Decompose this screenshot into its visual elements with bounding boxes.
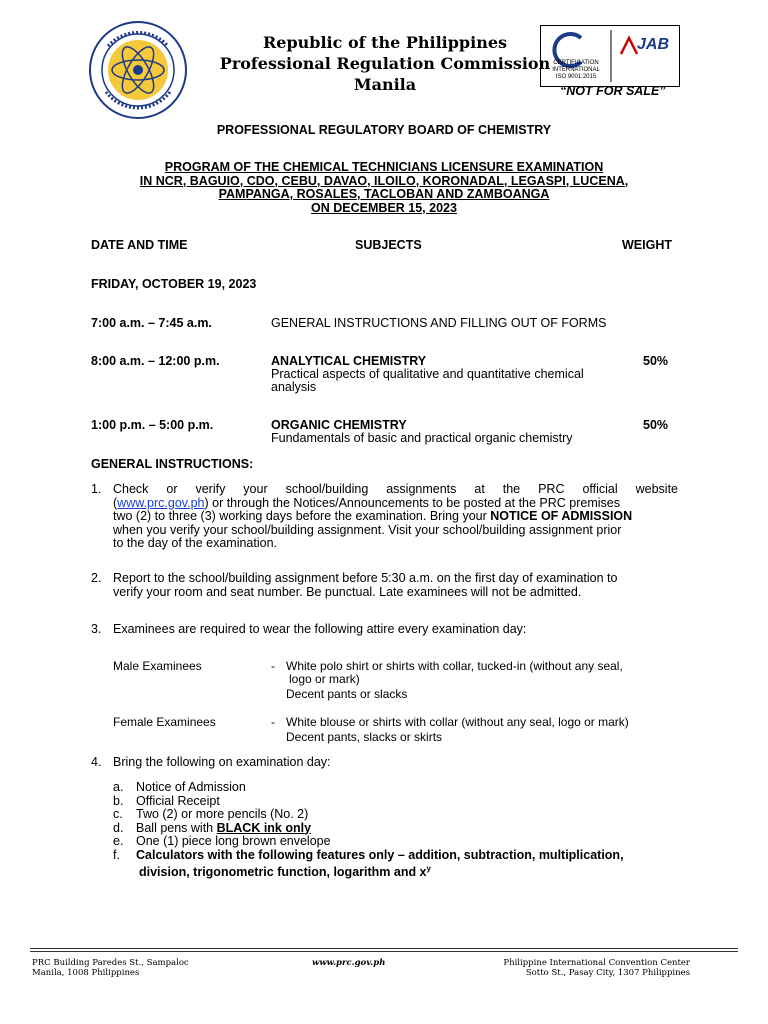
list-text: Calculators with the following features only – addition, subtraction, multiplication,: [136, 847, 624, 862]
footer-address-left: [32, 958, 189, 978]
instruction-1-line: when you verify your school/building assignment. Visit your school/building assignment prior: [113, 522, 622, 537]
not-for-sale-label: “NOT FOR SALE”: [560, 84, 666, 98]
list-letter: c.: [113, 807, 123, 821]
instruction-3: Examinees are required to wear the following attire every examination day:: [113, 622, 527, 636]
list-item: [113, 835, 683, 849]
header-manila: Manila: [353, 75, 417, 94]
footer-address-right: [448, 958, 690, 978]
male-attire-line: White polo shirt or shirts with collar, tucked-in (without any seal,: [286, 659, 623, 673]
instruction-1-text: two (2) to three (3) working days before the examination. Bring your: [113, 509, 491, 523]
footer-right-line: Philippine International Convention Center: [503, 958, 690, 968]
instruction-number: 3.: [91, 622, 102, 636]
instruction-1-line: (www.prc.gov.ph) or through the Notices/Announcements to be posted at the PRC premises: [113, 495, 620, 510]
bring-items-list: [113, 781, 683, 880]
footer-divider: [30, 951, 738, 952]
list-letter: f.: [113, 847, 120, 862]
superscript-y: y: [426, 864, 431, 873]
schedule-description: Practical aspects of qualitative and quantitative chemical: [271, 367, 584, 381]
schedule-weight: 50%: [643, 418, 669, 432]
male-attire-line: logo or mark): [289, 672, 360, 686]
program-line-3: PAMPANGA, ROSALES, TACLOBAN AND ZAMBOANGA: [218, 187, 550, 201]
instruction-1-line: to the day of the examination.: [113, 536, 277, 550]
schedule-time: 1:00 p.m. – 5:00 p.m.: [91, 418, 214, 432]
exam-day: FRIDAY, OCTOBER 19, 2023: [91, 277, 257, 291]
schedule-subject: GENERAL INSTRUCTIONS AND FILLING OUT OF FORMS: [271, 316, 607, 330]
cert-label-1: CERTIFICATION: [553, 60, 599, 66]
footer-website[interactable]: www.prc.gov.ph: [312, 958, 386, 968]
list-text: Official Receipt: [136, 793, 220, 808]
list-letter: e.: [113, 834, 124, 848]
list-text: Notice of Admission: [136, 780, 246, 794]
list-letter: a.: [113, 780, 124, 794]
header-republic: Republic of the Philippines: [262, 33, 508, 52]
bullet-dash: -: [271, 715, 275, 729]
footer-left-line: PRC Building Paredes St., Sampaloc: [32, 958, 189, 968]
notice-of-admission-emphasis: NOTICE OF ADMISSION: [490, 509, 633, 523]
col-header-weight: WEIGHT: [622, 238, 672, 252]
instruction-4: Bring the following on examination day:: [113, 755, 331, 769]
footer-left-line: Manila, 1008 Philippines: [32, 968, 140, 978]
cert-iso: ISO 9001:2015: [555, 74, 597, 80]
instruction-1-line: Check or verify your school/building assignments at the PRC official website: [113, 482, 678, 496]
list-item: [113, 862, 683, 880]
instruction-2-line: verify your room and seat number. Be punctual. Late examinees will not be admitted.: [113, 584, 582, 599]
schedule-subject: ORGANIC CHEMISTRY: [271, 418, 407, 432]
general-instructions-heading: GENERAL INSTRUCTIONS:: [91, 457, 254, 471]
female-attire-line: White blouse or shirts with collar (without any seal, logo or mark): [286, 715, 629, 729]
list-item: [113, 822, 683, 836]
instruction-number: 4.: [91, 755, 102, 769]
schedule-description: analysis: [271, 380, 317, 394]
schedule-weight: 50%: [643, 354, 669, 368]
instruction-2: [113, 572, 678, 599]
instruction-1-text: ) or through the Notices/Announcements to be posted at the PRC premises: [204, 495, 620, 510]
agency-header: [190, 32, 580, 95]
male-examinees-label: Male Examinees: [113, 659, 202, 673]
schedule-subject: ANALYTICAL CHEMISTRY: [271, 354, 427, 368]
schedule-time: 8:00 a.m. – 12:00 p.m.: [91, 354, 220, 368]
prc-website-link[interactable]: www.prc.gov.ph: [117, 495, 205, 510]
female-attire-line: Decent pants, slacks or skirts: [286, 730, 443, 744]
jab-logo-text: JAB: [637, 36, 670, 53]
list-letter: d.: [113, 820, 124, 835]
col-header-date-time: DATE AND TIME: [91, 238, 188, 252]
list-text: Ball pens with: [136, 820, 217, 835]
schedule-description: Fundamentals of basic and practical organic chemistry: [271, 431, 573, 445]
col-header-subjects: SUBJECTS: [355, 238, 422, 252]
list-text: Two (2) or more pencils (No. 2): [136, 807, 309, 821]
list-letter: b.: [113, 793, 124, 808]
instruction-number: 1.: [91, 482, 102, 496]
black-ink-emphasis: BLACK ink only: [216, 820, 312, 835]
program-title: [90, 161, 678, 215]
instruction-1-line: [113, 510, 678, 524]
list-text: division, trigonometric function, logarithm and x: [139, 865, 427, 880]
instruction-2-line: Report to the school/building assignment before 5:30 a.m. on the first day of examination to: [113, 571, 618, 585]
program-line-4: ON DECEMBER 15, 2023: [311, 200, 457, 215]
list-item: [113, 808, 683, 822]
list-item: [113, 849, 683, 863]
bullet-dash: -: [271, 659, 275, 673]
male-attire-line: Decent pants or slacks: [286, 687, 408, 701]
program-line-2: IN NCR, BAGUIO, CDO, CEBU, DAVAO, ILOILO, KORONADAL, LEGASPI, LUCENA,: [139, 173, 629, 188]
list-item: [113, 781, 683, 795]
list-text: One (1) piece long brown envelope: [136, 834, 331, 848]
footer-right-line: Sotto St., Pasay City, 1307 Philippines: [525, 968, 690, 978]
iso-certification-badge: [540, 25, 680, 87]
prc-seal-logo: [88, 20, 188, 120]
header-commission: Professional Regulation Commission: [219, 54, 551, 73]
instruction-1: [113, 483, 678, 551]
list-item: [113, 795, 683, 809]
schedule-time: 7:00 a.m. – 7:45 a.m.: [91, 316, 212, 330]
instruction-number: 2.: [91, 571, 102, 585]
cert-label-2: INTERNATIONAL: [552, 67, 600, 73]
footer-divider: [30, 948, 738, 949]
program-line-1: PROGRAM OF THE CHEMICAL TECHNICIANS LICENSURE EXAMINATION: [164, 160, 604, 174]
female-examinees-label: Female Examinees: [113, 715, 216, 729]
board-title: PROFESSIONAL REGULATORY BOARD OF CHEMISTRY: [216, 123, 552, 137]
